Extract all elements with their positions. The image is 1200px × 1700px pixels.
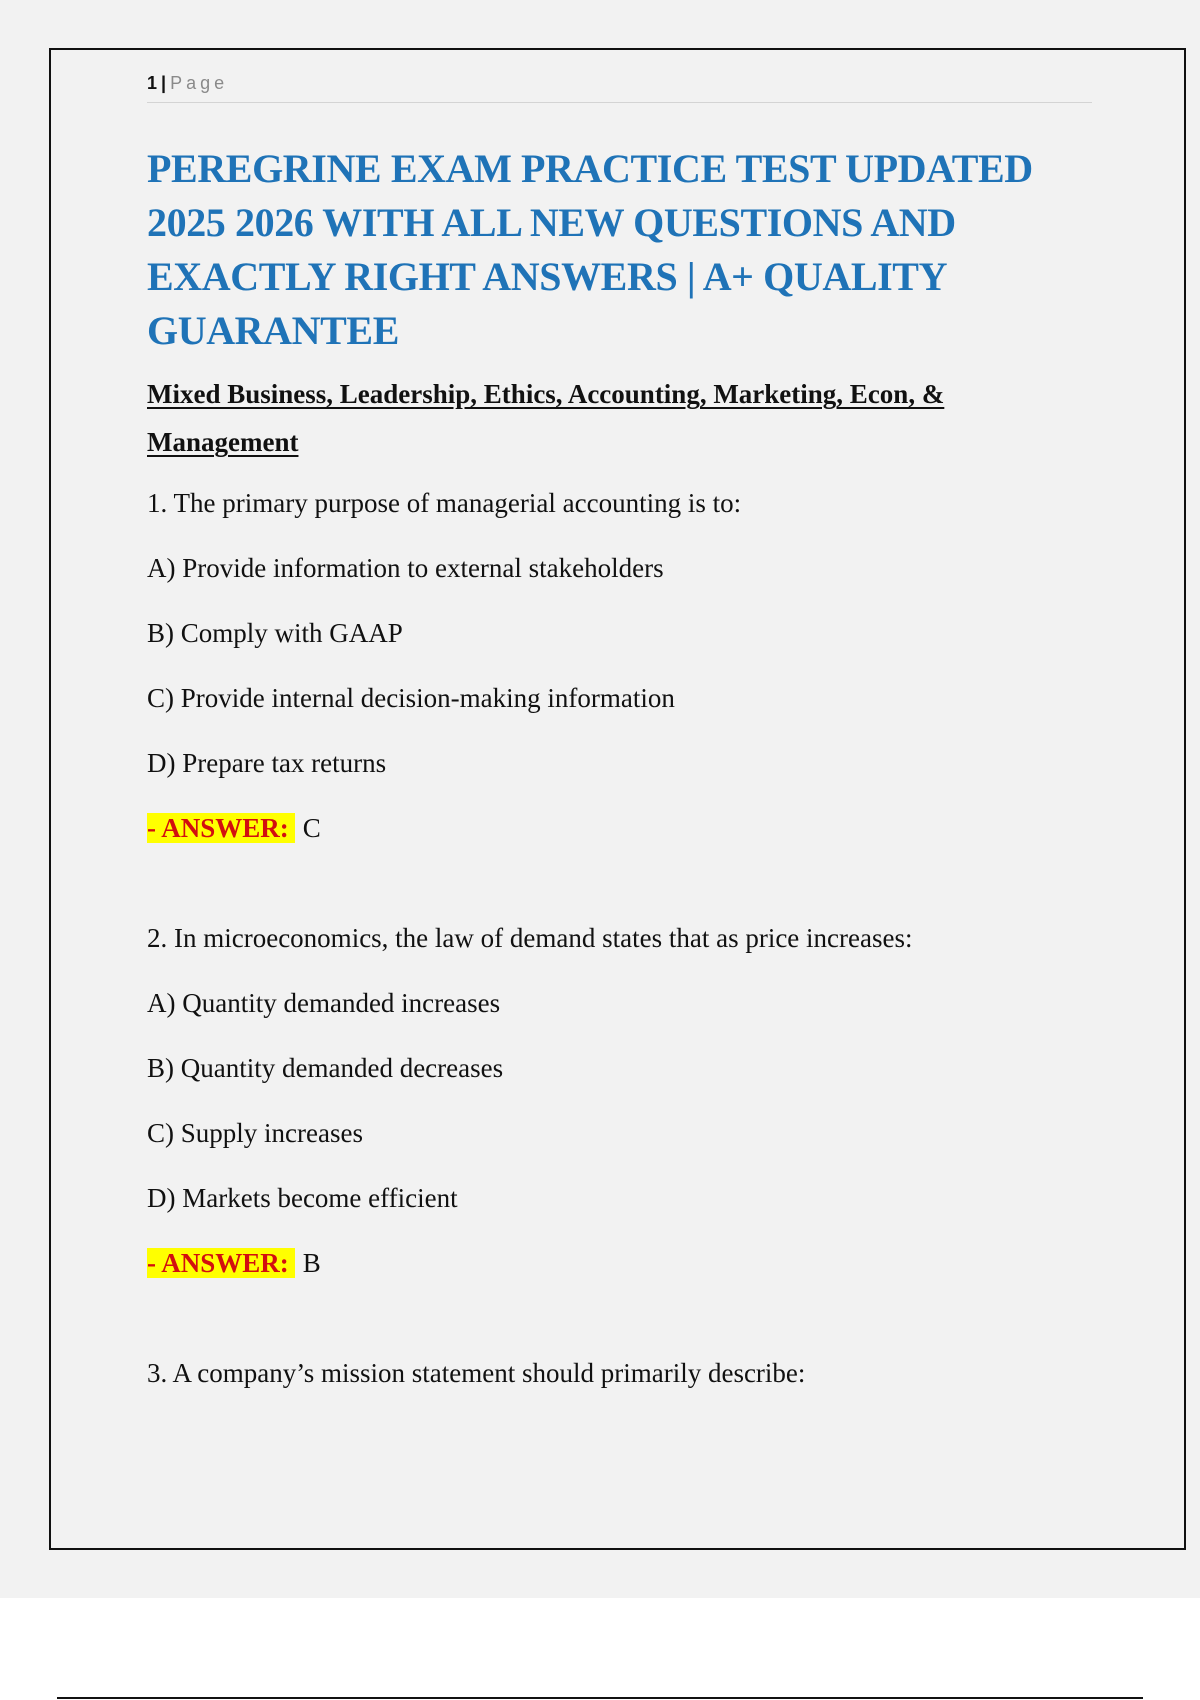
option-d: D) Markets become efficient [147, 1183, 458, 1213]
option-b: B) Comply with GAAP [147, 618, 403, 648]
answer-label: - ANSWER: [147, 1248, 295, 1278]
document-title: PEREGRINE EXAM PRACTICE TEST UPDATED 2025 2026 WITH ALL NEW QUESTIONS AND EXACTLY RIGHT ANSWERS | A+ QUALITY GUARANTEE [147, 146, 1033, 353]
answer-line [147, 1246, 1107, 1280]
question-3 [147, 1356, 1107, 1390]
answer-value: B [302, 1248, 321, 1278]
option-c: C) Supply increases [147, 1118, 363, 1148]
option-b: B) Quantity demanded decreases [147, 1053, 504, 1083]
option-a: A) Quantity demanded increases [147, 988, 501, 1018]
question-text: 1. The primary purpose of managerial accounting is to: [147, 488, 742, 518]
option-d: D) Prepare tax returns [147, 748, 387, 778]
option-a: A) Provide information to external stakeholders [147, 553, 664, 583]
question-2 [147, 921, 1107, 1280]
option-c: C) Provide internal decision-making information [147, 683, 675, 713]
question-text: 2. In microeconomics, the law of demand states that as price increases: [147, 923, 913, 953]
next-page-divider [57, 1697, 1143, 1699]
answer-line [147, 811, 1107, 845]
answer-label: - ANSWER: [147, 813, 295, 843]
document-subtitle: Mixed Business, Leadership, Ethics, Accounting, Marketing, Econ, & Management [147, 379, 945, 457]
page-separator: | [161, 73, 167, 93]
document-content [147, 142, 1107, 1390]
page-label: Page [170, 73, 229, 93]
question-1 [147, 486, 1107, 845]
page-number: 1 [147, 73, 158, 93]
answer-value: C [302, 813, 321, 843]
page-border [49, 48, 1186, 1550]
question-text: 3. A company’s mission statement should primarily describe: [147, 1358, 806, 1388]
page-header [147, 72, 1092, 103]
